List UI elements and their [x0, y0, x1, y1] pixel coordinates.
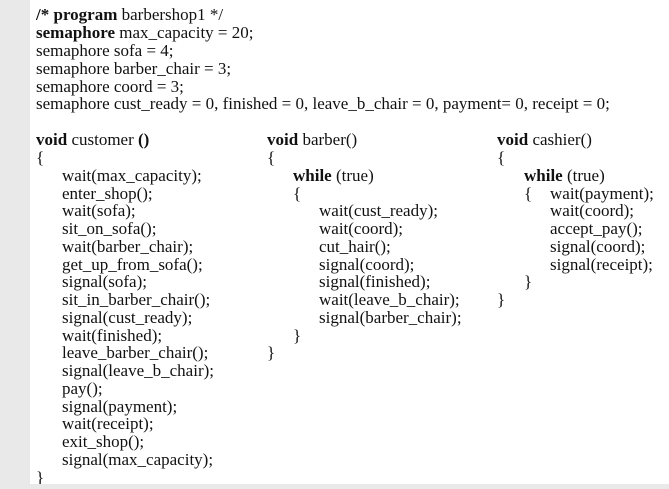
customer-name: customer: [71, 130, 134, 149]
barber-line: cut_hair();: [319, 237, 391, 256]
cashier-inner-open-brace: {: [524, 184, 533, 203]
customer-line: wait(barber_chair);: [62, 237, 194, 256]
comment-open: /*: [36, 5, 50, 24]
barber-while-cond: (true): [335, 166, 374, 185]
cashier-while-cond: (true): [566, 166, 605, 185]
barber-line: wait(cust_ready);: [319, 201, 438, 220]
customer-line: sit_on_sofa();: [62, 219, 157, 238]
customer-line: signal(sofa);: [62, 272, 147, 291]
customer-line: wait(receipt);: [62, 414, 154, 433]
customer-line: wait(sofa);: [62, 201, 136, 220]
barber-line: signal(coord);: [319, 255, 415, 274]
decl-sofa: semaphore sofa = 4;: [36, 41, 174, 60]
barber-signature: [267, 131, 357, 149]
customer-void-keyword: void: [36, 130, 68, 149]
program-name: barbershop1 */: [121, 5, 224, 24]
code-page: [30, 0, 669, 484]
customer-line: enter_shop();: [62, 184, 153, 203]
barber-line: signal(finished);: [319, 272, 431, 291]
cashier-close-brace: }: [497, 290, 506, 309]
customer-line: signal(payment);: [62, 397, 178, 416]
cashier-inner-close-brace: }: [524, 272, 533, 291]
customer-close-brace: }: [36, 468, 45, 484]
customer-line: signal(leave_b_chair);: [62, 361, 214, 380]
cashier-line: signal(receipt);: [550, 255, 653, 274]
barber-while-line: [293, 167, 374, 185]
customer-line: wait(finished);: [62, 326, 163, 345]
cashier-name: cashier(): [532, 130, 592, 149]
customer-line: get_up_from_sofa();: [62, 255, 203, 274]
decl-max-capacity-text: max_capacity = 20;: [119, 23, 254, 42]
barber-open-brace: {: [267, 148, 276, 167]
cashier-line: accept_pay();: [550, 219, 643, 238]
decl-max-capacity: [36, 24, 253, 42]
customer-line: wait(max_capacity);: [62, 166, 202, 185]
customer-line: leave_barber_chair();: [62, 343, 209, 362]
decl-barber-chair: semaphore barber_chair = 3;: [36, 59, 232, 78]
customer-open-brace: {: [36, 148, 45, 167]
cashier-line: signal(coord);: [550, 237, 646, 256]
customer-line: signal(max_capacity);: [62, 450, 214, 469]
barber-line: signal(barber_chair);: [319, 308, 462, 327]
barber-name: barber(): [302, 130, 358, 149]
barber-inner-close-brace: }: [293, 326, 302, 345]
customer-line: sit_in_barber_chair();: [62, 290, 211, 309]
barber-line: wait(leave_b_chair);: [319, 290, 460, 309]
program-comment-line: [36, 6, 223, 24]
customer-signature: [36, 131, 149, 149]
customer-line: signal(cust_ready);: [62, 308, 193, 327]
barber-inner-open-brace: {: [293, 184, 302, 203]
barber-while-keyword: while: [293, 166, 332, 185]
decl-coord: semaphore coord = 3;: [36, 77, 184, 96]
decl-signals: semaphore cust_ready = 0, finished = 0, leave_b_chair = 0, payment= 0, receipt = 0;: [36, 94, 610, 113]
customer-line: pay();: [62, 379, 103, 398]
program-keyword: program: [53, 5, 118, 24]
cashier-line: wait(payment);: [550, 184, 654, 203]
cashier-open-brace: {: [497, 148, 506, 167]
cashier-void-keyword: void: [497, 130, 529, 149]
barber-void-keyword: void: [267, 130, 299, 149]
customer-line: exit_shop();: [62, 432, 145, 451]
cashier-while-line: [524, 167, 605, 185]
barber-line: wait(coord);: [319, 219, 404, 238]
barber-close-brace: }: [267, 343, 276, 362]
cashier-while-keyword: while: [524, 166, 563, 185]
customer-parens: (): [138, 130, 150, 149]
cashier-line: wait(coord);: [550, 201, 635, 220]
cashier-signature: [497, 131, 592, 149]
semaphore-keyword: semaphore: [36, 23, 116, 42]
